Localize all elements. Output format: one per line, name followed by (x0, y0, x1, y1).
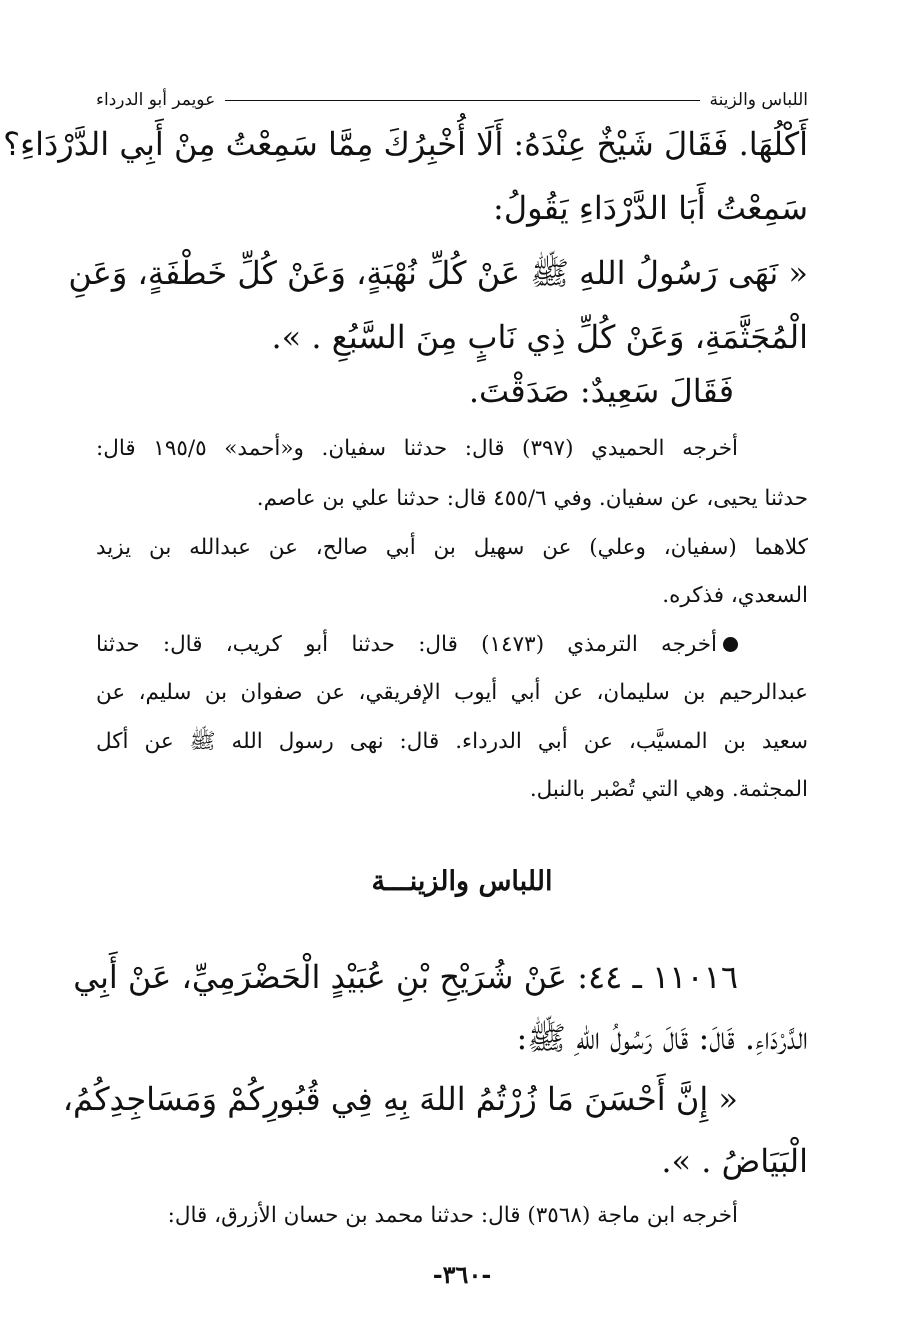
takhrij-note-line: المجثمة. وهي التي تُصْبر بالنبل. (529, 777, 808, 802)
hadith-line: « إِنَّ أَحْسَنَ مَا زُرْتُمُ اللهَ بِهِ فِي قُبُورِكُمْ وَمَسَاجِدِكُمُ، (62, 1080, 738, 1118)
takhrij-note-line: أخرجه الحميدي (٣٩٧) قال: حدثنا سفيان. و«أحمد» ١٩٥/٥ قال: (96, 436, 739, 461)
takhrij-note-bullet-line (96, 632, 738, 658)
header-rule (225, 100, 699, 101)
hadith-line: الْمُجَثَّمَةِ، وَعَنْ كُلِّ ذِي نَابٍ مِنَ السَّبُعِ . ». (271, 318, 808, 356)
takhrij-note-text: أخرجه الترمذي (١٤٧٣) قال: حدثنا أبو كريب، قال: حدثنا (96, 632, 717, 657)
hadith-line: الدَّرْدَاءِ. قَالَ: قَالَ رَسُولُ اللهِ ﷺ: (516, 1019, 808, 1057)
hadith-line: الْبَيَاضُ . ». (661, 1142, 808, 1180)
companion-name: عويمر أبو الدرداء (96, 90, 216, 110)
takhrij-note-line: السعدي، فذكره. (662, 583, 808, 608)
chapter-title: اللباس والزينة (709, 90, 808, 110)
hadith-line: أَكْلُهَا. فَقَالَ شَيْخٌ عِنْدَهُ: أَلَا أُخْبِرُكَ مِمَّا سَمِعْتُ مِنْ أَبِي الدَّرْدَاءِ؟ (3, 125, 808, 163)
takhrij-note-line: حدثنا يحيى، عن سفيان. وفي ٤٥٥/٦ قال: حدثنا علي بن عاصم. (256, 486, 808, 511)
running-header (96, 86, 808, 114)
hadith-line: ١١٠١٦ ـ ٤٤: عَنْ شُرَيْحِ بْنِ عُبَيْدٍ الْحَضْرَمِيِّ، عَنْ أَبِي (73, 958, 738, 996)
takhrij-note-line: كلاهما (سفيان، وعلي) عن سهيل بن أبي صالح، عن عبدالله بن يزيد (96, 535, 808, 560)
bullet-icon (723, 637, 738, 652)
hadith-line: فَقَالَ سَعِيدٌ: صَدَقْتَ. (468, 372, 734, 410)
hadith-line: « نَهَى رَسُولُ اللهِ ﷺ عَنْ كُلِّ نُهْبَةٍ، وَعَنْ كُلِّ خَطْفَةٍ، وَعَنِ (68, 254, 808, 292)
section-title: اللباس والزينـــة (371, 866, 553, 897)
hadith-line: سَمِعْتُ أَبَا الدَّرْدَاءِ يَقُولُ: (493, 189, 808, 227)
page-number: -٣٦٠- (432, 1260, 492, 1289)
takhrij-note-line: أخرجه ابن ماجة (٣٥٦٨) قال: حدثنا محمد بن حسان الأزرق، قال: (167, 1203, 738, 1228)
takhrij-note-line: سعيد بن المسيَّب، عن أبي الدرداء. قال: نهى رسول الله ﷺ عن أكل (96, 729, 808, 754)
takhrij-note-line: عبدالرحيم بن سليمان، عن أبي أيوب الإفريقي، عن صفوان بن سليم، عن (96, 680, 808, 705)
